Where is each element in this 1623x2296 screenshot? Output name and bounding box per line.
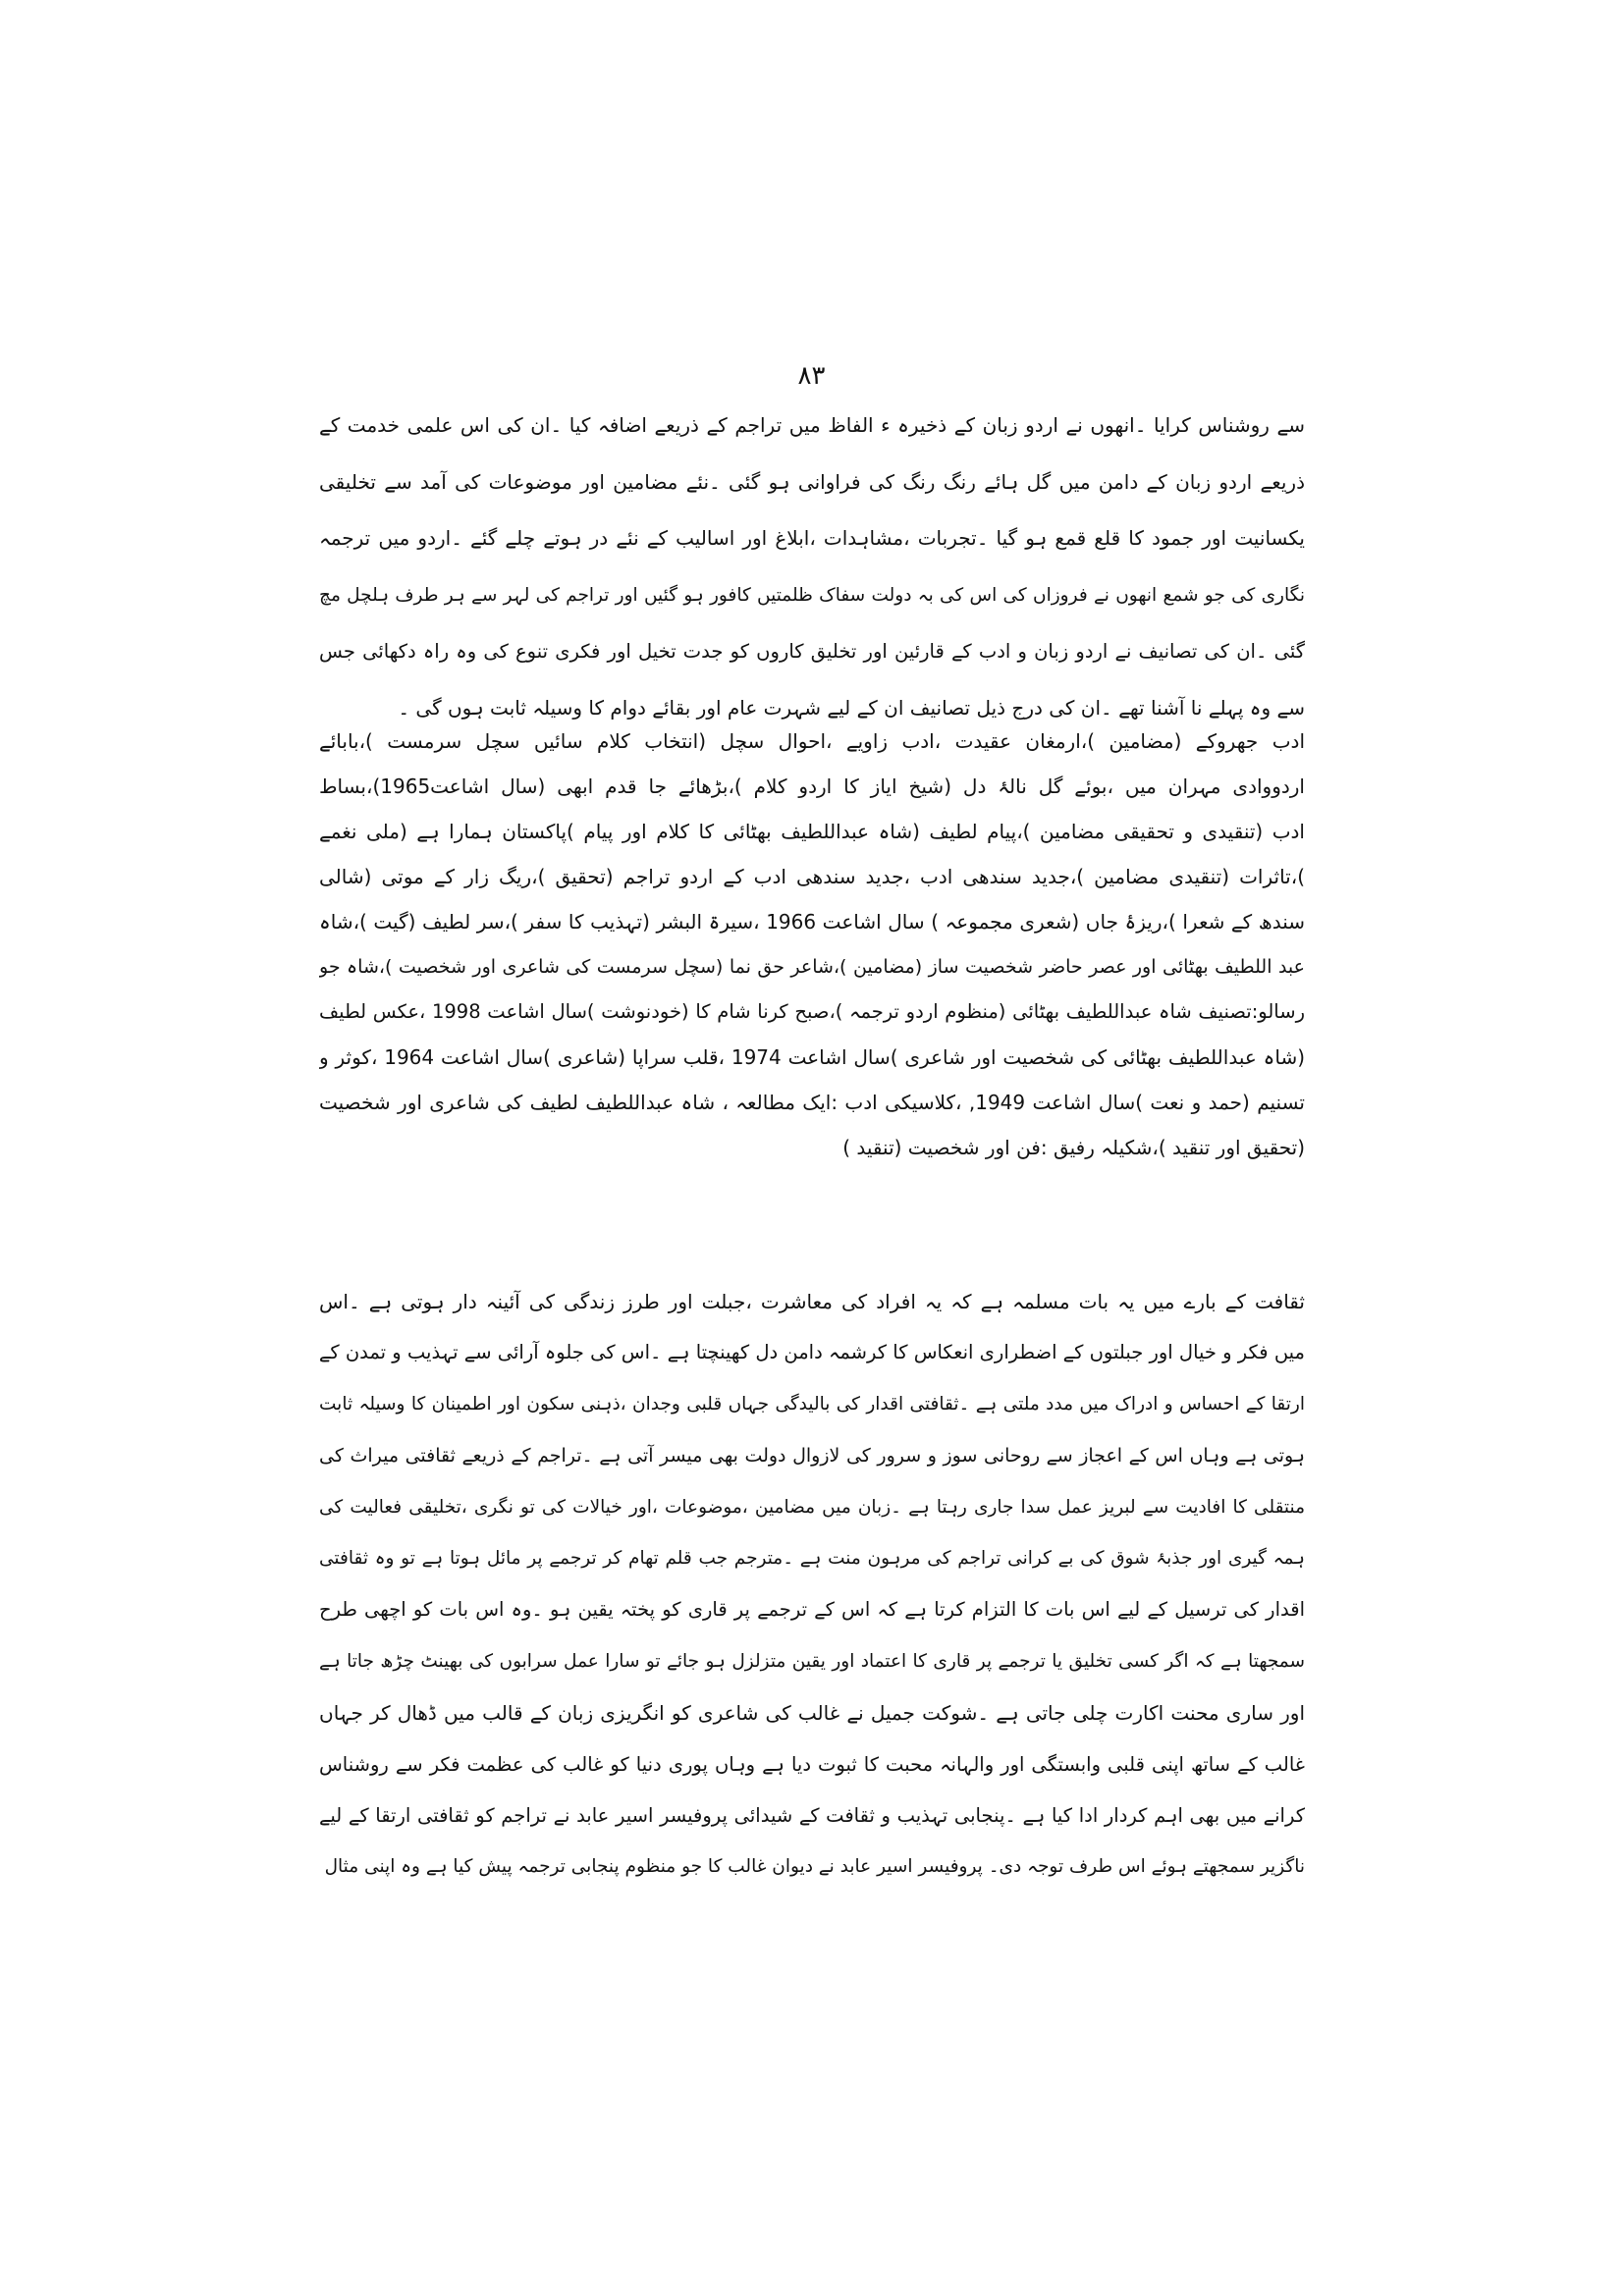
text-line: سمجھتا ہے کہ اگر کسی تخلیق یا ترجمے پر قاری کا اعتماد اور یقین متزلزل ہو جائے تو سارا عمل سرابوں کی بھینٹ چڑھ جاتا ہے	[319, 1650, 1305, 1672]
text-line: ادب جھروکے (مضامین )،ارمغان عقیدت ،ادب زاویے ،احوال سچل (انتخاب کلام سائیں سچل سرمست )،بابائے	[319, 729, 1305, 753]
text-line: ثقافت کے بارے میں یہ بات مسلمہ ہے کہ یہ افراد کی معاشرت ،جبلت اور طرز زندگی کی آئینہ دار ہوتی ہے ۔اس	[319, 1290, 1305, 1313]
text-line: یکسانیت اور جمود کا قلع قمع ہو گیا ۔تجربات ،مشاہدات ،ابلاغ اور اسالیب کے نئے در ہوتے چلے گئے ۔اردو میں ترجمہ	[319, 526, 1305, 550]
text-line: ناگزیر سمجھتے ہوئے اس طرف توجہ دی۔ پروفیسر اسیر عابد نے دیوان غالب کا جو منظوم پنجابی ترجمہ پیش کیا ہے وہ اپنی مثال	[324, 1856, 1305, 1878]
paragraph-intro	[319, 398, 1305, 736]
text-line: (تحقیق اور تنقید )،شکیلہ رفیق :فن اور شخصیت (تنقید )	[842, 1136, 1305, 1159]
text-line: گئی ۔ان کی تصانیف نے اردو زبان و ادب کے قارئین اور تخلیق کاروں کو جدت تخیل اور فکری تنوع کی وہ راہ دکھائی جس	[319, 640, 1305, 663]
text-line: اور ساری محنت اکارت چلی جاتی ہے ۔شوکت جمیل نے غالب کی شاعری کو انگریزی زبان کے قالب میں ڈھال کر جہاں	[319, 1701, 1305, 1726]
text-line: سے روشناس کرایا ۔انھوں نے اردو زبان کے ذخیرہ ء الفاظ میں تراجم کے ذریعے اضافہ کیا ۔ان کی اس علمی خدمت کے	[319, 413, 1305, 437]
text-line: (شاہ عبداللطیف بھٹائی کی شخصیت اور شاعری )سال اشاعت 1974 ،قلب سراپا (شاعری )سال اشاعت 1964 ،کوثر و	[319, 1045, 1305, 1069]
text-line: سے وہ پہلے نا آشنا تھے ۔ان کی درج ذیل تصانیف ان کے لیے شہرت عام اور بقائے دوام کا وسیلہ ثابت ہوں گی ۔	[398, 695, 1305, 720]
text-line: اردووادی مہران میں ،بوئے گل نالۂ دل (شیخ ایاز کا اردو کلام )،بڑھائے جا قدم ابھی (سال اشاعت1965)،بساط	[319, 774, 1305, 798]
text-line: نگاری کی جو شمع انھوں نے فروزاں کی اس کی بہ دولت سفاک ظلمتیں کافور ہو گئیں اور تراجم کی لہر سے ہر طرف ہلچل مچ	[319, 584, 1305, 606]
text-line: کرانے میں بھی اہم کردار ادا کیا ہے ۔پنجابی تہذیب و ثقافت کے شیدائی پروفیسر اسیر عابد نے تراجم کو ثقافتی ارتقا کے لیے	[319, 1803, 1305, 1827]
text-line: عبد اللطیف بھٹائی اور عصر حاضر شخصیت ساز (مضامین )،شاعر حق نما (سچل سرمست کی شاعری اور شخصیت )،شاہ جو	[319, 956, 1305, 978]
text-line: ادب (تنقیدی و تحقیقی مضامین )،پیام لطیف (شاہ عبداللطیف بھٹائی کا کلام اور پیام )پاکستان ہمارا ہے (ملی نغمے	[319, 820, 1305, 843]
paragraph-culture	[319, 1276, 1305, 1894]
text-line: غالب کے ساتھ اپنی قلبی وابستگی اور والہانہ محبت کا ثبوت دیا ہے وہاں پوری دنیا کو غالب کی عظمت فکر سے روشناس	[319, 1752, 1305, 1776]
text-line: ہوتی ہے وہاں اس کے اعجاز سے روحانی سوز و سرور کی لازوال دولت بھی میسر آتی ہے ۔تراجم کے ذریعے ثقافتی میراث کی	[319, 1445, 1305, 1468]
text-line: ارتقا کے احساس و ادراک میں مدد ملتی ہے ۔ثقافتی اقدار کی بالیدگی جہاں قلبی وجدان ،ذہنی سکون اور اطمینان کا وسیلہ ثابت	[319, 1393, 1305, 1415]
text-line: اقدار کی ترسیل کے لیے اس بات کا التزام کرتا ہے کہ اس کے ترجمے پر قاری کو پختہ یقین ہو ۔وہ اس بات کو اچھی طرح	[319, 1598, 1305, 1622]
text-line: منتقلی کا افادیت سے لبریز عمل سدا جاری رہتا ہے ۔زبان میں مضامین ،موضوعات ،اور خیالات کی تو نگری ،تخلیقی فعالیت کی	[319, 1496, 1305, 1518]
paragraph-works-list	[319, 719, 1305, 1170]
text-line: تسنیم (حمد و نعت )سال اشاعت 1949, ،کلاسیکی ادب :ایک مطالعہ ، شاہ عبداللطیف لطیف کی شاعری اور شخصیت	[319, 1091, 1305, 1114]
text-line: میں فکر و خیال اور جبلتوں کے اضطراری انعکاس کا کرشمہ دامن دل کھینچتا ہے ۔اس کی جلوہ آرائی سے تہذیب و تمدن کے	[319, 1341, 1305, 1364]
text-line: ہمہ گیری اور جذبۂ شوق کی بے کرانی تراجم کی مرہون منت ہے ۔مترجم جب قلم تھام کر ترجمے پر مائل ہوتا ہے تو وہ ثقافتی	[319, 1547, 1305, 1569]
text-line: ذریعے اردو زبان کے دامن میں گل ہائے رنگ رنگ کی فراوانی ہو گئی ۔نئے مضامین اور موضوعات کی آمد سے تخلیقی	[319, 469, 1305, 494]
page-number: ۸۳	[797, 361, 826, 391]
text-line: سندھ کے شعرا )،ریزۂ جاں (شعری مجموعہ ) سال اشاعت 1966 ،سیرۃ البشر (تہذیب کا سفر )،سر لطیف (گیت )،شاہ	[319, 910, 1305, 934]
text-line: رسالو:تصنیف شاہ عبداللطیف بھٹائی (منظوم اردو ترجمہ )،صبح کرنا شام کا (خودنوشت )سال اشاعت 1998 ،عکس لطیف	[319, 1000, 1305, 1023]
text-line: )،تاثرات (تنقیدی مضامین )،جدید سندھی ادب ،جدید سندھی ادب کے اردو تراجم (تحقیق )،ریگ زار کے موتی (شالی	[319, 865, 1305, 888]
